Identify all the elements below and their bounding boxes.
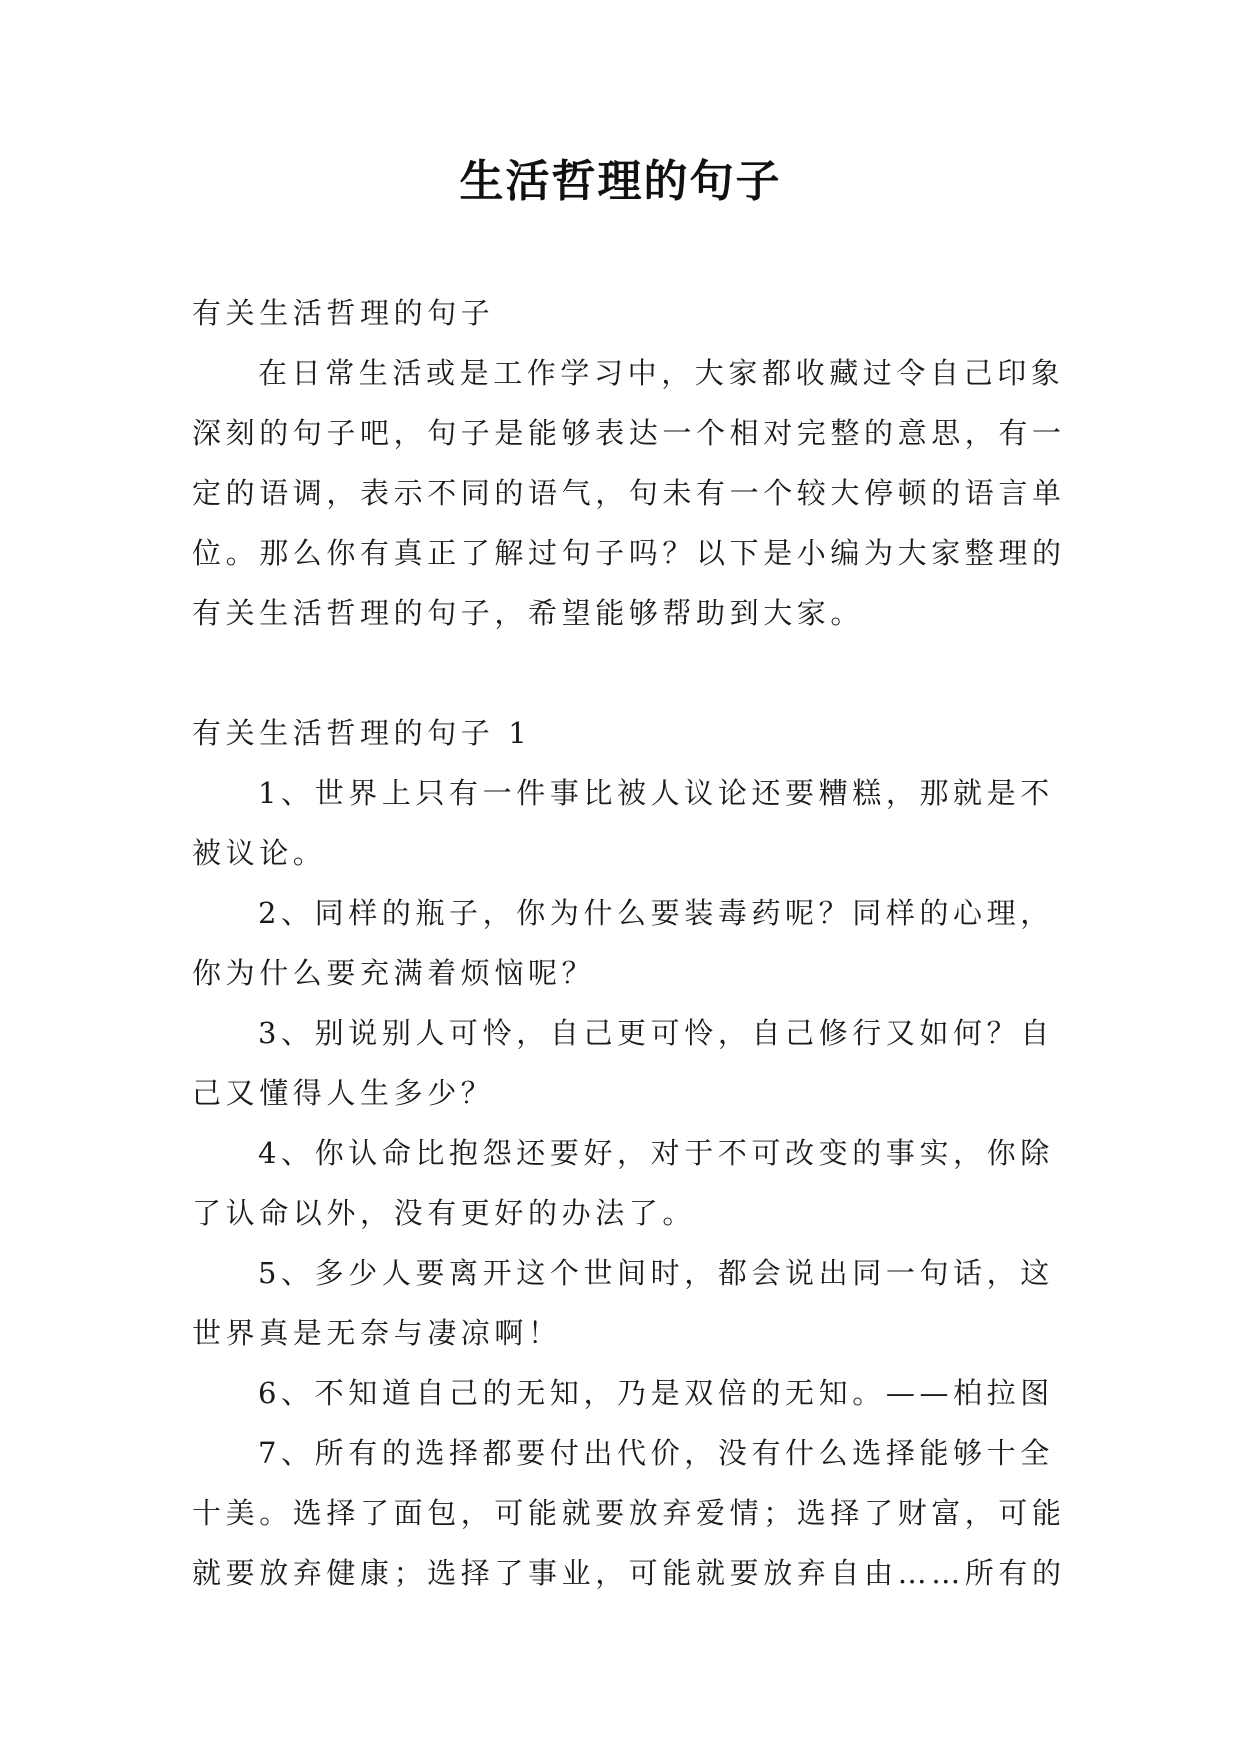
list-item-line: 1、世界上只有一件事比被人议论还要糟糕，那就是不	[258, 776, 1054, 810]
list-item-line: 世界真是无奈与凄凉啊！	[192, 1316, 562, 1350]
document-body	[192, 283, 1066, 1603]
list-item-line: 4、你认命比抱怨还要好，对于不可改变的事实，你除	[258, 1136, 1054, 1170]
list-item-line: 己又懂得人生多少？	[192, 1076, 495, 1110]
list-item-line: 就要放弃健康；选择了事业，可能就要放弃自由……所有的	[192, 1556, 1066, 1590]
paragraph-line: 有关生活哲理的句子，希望能够帮助到大家。	[192, 596, 865, 630]
list-item-line: 2、同样的瓶子，你为什么要装毒药呢？同样的心理，	[258, 896, 1054, 930]
paragraph-line: 在日常生活或是工作学习中，大家都收藏过令自己印象	[258, 356, 1065, 390]
intro-heading: 有关生活哲理的句子	[192, 296, 495, 330]
list-item-line: 5、多少人要离开这个世间时，都会说出同一句话，这	[258, 1256, 1054, 1290]
list-item-7	[192, 1423, 1066, 1603]
list-item-line: 你为什么要充满着烦恼呢？	[192, 956, 596, 990]
list-item-6	[192, 1363, 1052, 1423]
list-item-line: 了认命以外，没有更好的办法了。	[192, 1196, 697, 1230]
list-item-line: 被议论。	[192, 836, 327, 870]
list-item-1	[192, 763, 1052, 883]
list-item-line: 6、不知道自己的无知，乃是双倍的无知。——柏拉图	[258, 1376, 1054, 1410]
list-item-5	[192, 1243, 1052, 1363]
list-item-2	[192, 883, 1052, 1003]
paragraph-line: 深刻的句子吧，句子是能够表达一个相对完整的意思，有一	[192, 416, 1066, 450]
list-item-line: 3、别说别人可怜，自己更可怜，自己修行又如何？自	[258, 1016, 1054, 1050]
list-item-line: 十美。选择了面包，可能就要放弃爱情；选择了财富，可能	[192, 1496, 1066, 1530]
paragraph-line: 位。那么你有真正了解过句子吗？以下是小编为大家整理的	[192, 536, 1066, 570]
list-item-line: 7、所有的选择都要付出代价，没有什么选择能够十全	[258, 1436, 1054, 1470]
paragraph-line: 定的语调，表示不同的语气，句未有一个较大停顿的语言单	[192, 476, 1066, 510]
list-item-3	[192, 1003, 1052, 1123]
document-title: 生活哲理的句子	[459, 156, 782, 207]
intro-paragraph	[192, 343, 1066, 643]
list-item-4	[192, 1123, 1052, 1243]
section-spacer	[192, 643, 1052, 703]
section-heading: 有关生活哲理的句子 1	[192, 716, 532, 750]
